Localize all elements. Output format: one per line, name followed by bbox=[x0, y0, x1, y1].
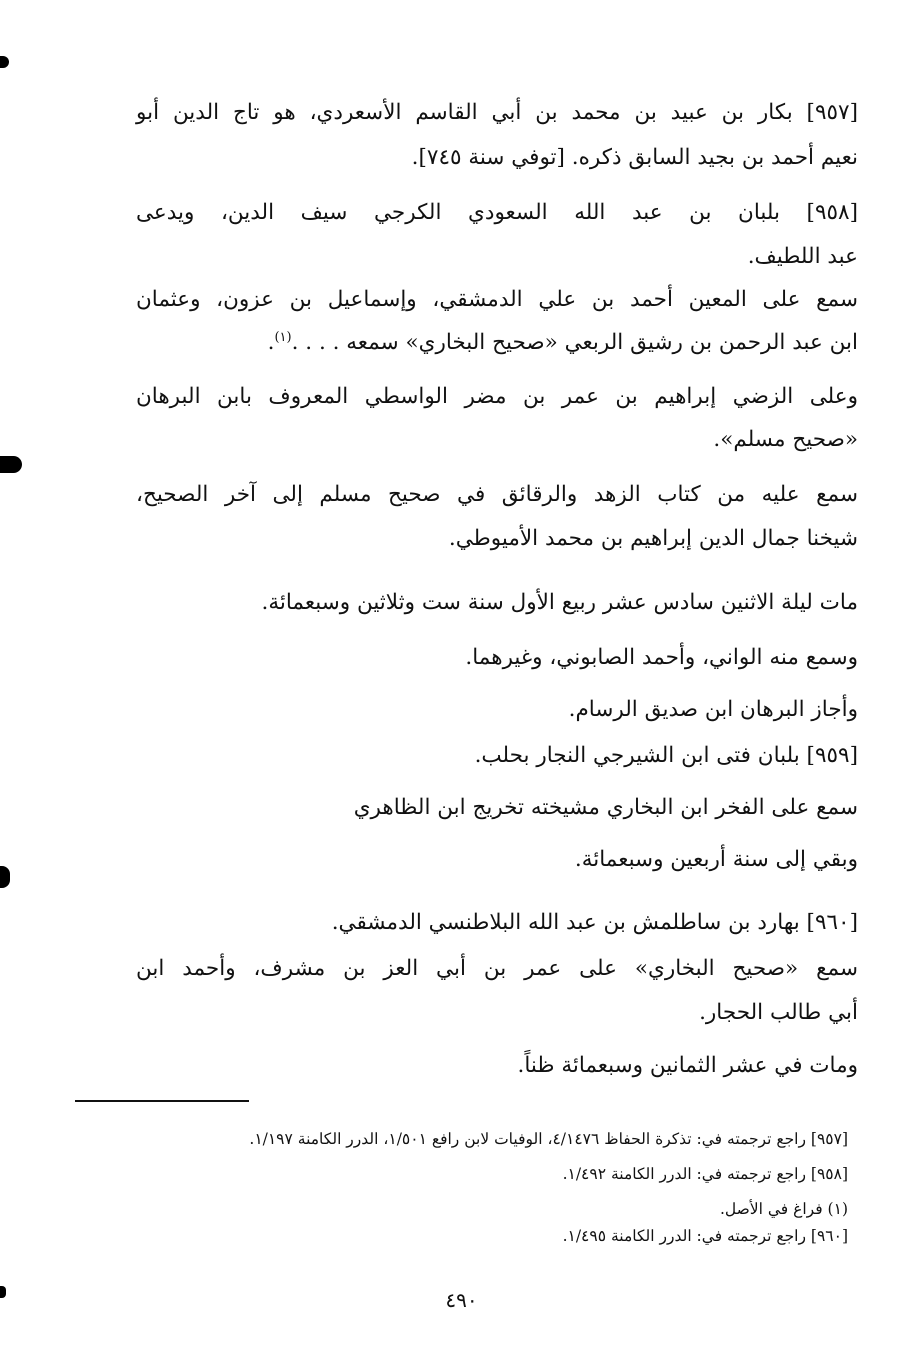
body-line: مات ليلة الاثنين سادس عشر ربيع الأول سنة ست وثلاثين وسبعمائة. bbox=[261, 590, 858, 615]
body-line: [٩٥٩] بلبان فتى ابن الشيرجي النجار بحلب. bbox=[474, 743, 858, 768]
body-line: سمع على المعين أحمد بن علي الدمشقي، وإسماعيل بن عزون، وعثمان bbox=[136, 287, 858, 312]
body-line: أبي طالب الحجار. bbox=[699, 1000, 858, 1025]
scan-mark bbox=[0, 456, 22, 473]
body-line: «صحيح مسلم». bbox=[713, 427, 858, 452]
page-number: ٤٩٠ bbox=[445, 1288, 478, 1312]
body-line-text: ابن عبد الرحمن بن رشيق الربعي «صحيح البخاري» سمعه . . . . bbox=[291, 330, 858, 355]
body-line: عبد اللطيف. bbox=[747, 244, 858, 269]
footnote-separator bbox=[75, 1100, 249, 1102]
body-line: وبقي إلى سنة أربعين وسبعمائة. bbox=[574, 847, 858, 872]
body-line: وأجاز البرهان ابن صديق الرسام. bbox=[568, 697, 858, 722]
body-line: سمع عليه من كتاب الزهد والرقائق في صحيح مسلم إلى آخر الصحيح، bbox=[136, 482, 858, 507]
footnote: [٩٦٠] راجع ترجمته في: الدرر الكامنة ١/٤٩٥. bbox=[562, 1227, 848, 1245]
body-line: [٩٥٧] بكار بن عبيد بن محمد بن أبي القاسم الأسعردي، هو تاج الدين أبو bbox=[136, 100, 858, 125]
body-line: وعلى الزضي إبراهيم بن عمر بن مضر الواسطي المعروف بابن البرهان bbox=[136, 384, 858, 409]
scan-mark bbox=[0, 866, 10, 888]
body-line: سمع على الفخر ابن البخاري مشيخته تخريج ابن الظاهري bbox=[353, 795, 858, 820]
body-line: [٩٥٨] بلبان بن عبد الله السعودي الكرجي سيف الدين، ويدعى bbox=[136, 200, 858, 225]
body-line bbox=[136, 330, 858, 356]
body-line: [٩٦٠] بهارد بن ساطلمش بن عبد الله البلاطنسي الدمشقي. bbox=[331, 910, 858, 935]
body-line-tail: . bbox=[267, 330, 275, 355]
footnote-marker: (١) bbox=[274, 330, 292, 345]
body-line: شيخنا جمال الدين إبراهيم بن محمد الأميوطي. bbox=[448, 526, 858, 551]
footnote: [٩٥٧] راجع ترجمته في: تذكرة الحفاظ ٤/١٤٧٦، الوفيات لابن رافع ١/٥٠١، الدرر الكامنة ١/١٩٧. bbox=[249, 1130, 848, 1148]
footnote: (١) فراغ في الأصل. bbox=[719, 1200, 848, 1218]
body-line: ومات في عشر الثمانين وسبعمائة ظناً. bbox=[517, 1053, 858, 1078]
body-line: وسمع منه الواني، وأحمد الصابوني، وغيرهما. bbox=[465, 645, 858, 670]
scan-mark bbox=[0, 56, 9, 68]
body-line: نعيم أحمد بن بجيد السابق ذكره. [توفي سنة ٧٤٥]. bbox=[411, 145, 858, 170]
body-line: سمع «صحيح البخاري» على عمر بن أبي العز بن مشرف، وأحمد ابن bbox=[136, 956, 858, 981]
footnote: [٩٥٨] راجع ترجمته في: الدرر الكامنة ١/٤٩٢. bbox=[562, 1165, 848, 1183]
